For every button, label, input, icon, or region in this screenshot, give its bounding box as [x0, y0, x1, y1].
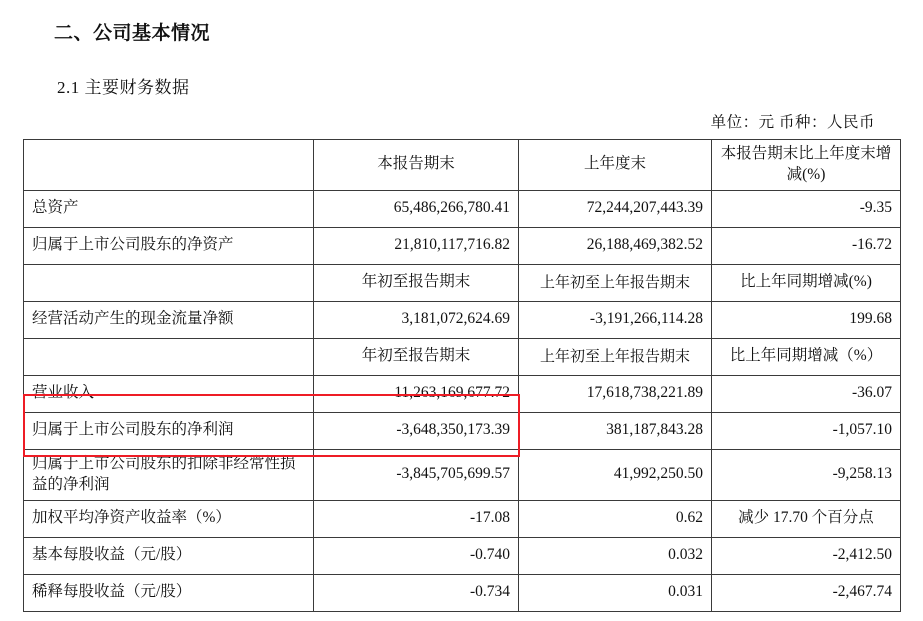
row-value-current: 3,181,072,624.69 — [314, 301, 519, 338]
row-value-current: -17.08 — [314, 500, 519, 537]
row-label: 基本每股收益（元/股） — [24, 537, 314, 574]
row-label: 经营活动产生的现金流量净额 — [24, 301, 314, 338]
row-value-change: -9,258.13 — [712, 449, 901, 500]
table-row — [24, 537, 901, 574]
table-row — [24, 227, 901, 264]
row-value-change: 减少 17.70 个百分点 — [712, 500, 901, 537]
table-row — [24, 500, 901, 537]
row-value-change: -1,057.10 — [712, 412, 901, 449]
row-value-current: -0.740 — [314, 537, 519, 574]
subheader-cell-empty — [24, 264, 314, 301]
subheader-cell-yoy-change: 比上年同期增减(%) — [712, 264, 901, 301]
row-label: 稀释每股收益（元/股） — [24, 574, 314, 611]
row-label: 总资产 — [24, 190, 314, 227]
subheader-cell-prior-ytd: 上年初至上年报告期末 — [519, 264, 712, 301]
subheader-cell-yoy-change: 比上年同期增减（%） — [712, 338, 901, 375]
row-label: 归属于上市公司股东的净利润 — [24, 412, 314, 449]
row-value-change: -2,467.74 — [712, 574, 901, 611]
row-value-change: -9.35 — [712, 190, 901, 227]
row-label: 归属于上市公司股东的净资产 — [24, 227, 314, 264]
row-label: 营业收入 — [24, 375, 314, 412]
row-value-current: -0.734 — [314, 574, 519, 611]
row-label: 归属于上市公司股东的扣除非经常性损益的净利润 — [24, 449, 314, 500]
table-row — [24, 190, 901, 227]
financial-data-table — [23, 139, 901, 612]
table-subheader-row-income — [24, 338, 901, 375]
unit-currency-note: 单位：元 币种：人民币 — [710, 114, 875, 131]
row-value-prior: 381,187,843.28 — [519, 412, 712, 449]
table-subheader-row-cashflow — [24, 264, 901, 301]
row-value-prior: 0.031 — [519, 574, 712, 611]
row-value-prior: 72,244,207,443.39 — [519, 190, 712, 227]
table-header-row — [24, 140, 901, 191]
subheader-cell-empty — [24, 338, 314, 375]
row-value-current: -3,648,350,173.39 — [314, 412, 519, 449]
row-value-current: 65,486,266,780.41 — [314, 190, 519, 227]
row-value-current: 11,263,169,677.72 — [314, 375, 519, 412]
row-value-change: 199.68 — [712, 301, 901, 338]
subheader-cell-ytd: 年初至报告期末 — [314, 338, 519, 375]
row-value-prior: 0.62 — [519, 500, 712, 537]
subsection-title: 2.1 主要财务数据 — [57, 78, 190, 97]
row-value-current: 21,810,117,716.82 — [314, 227, 519, 264]
row-value-change: -16.72 — [712, 227, 901, 264]
page-title: 二、公司基本情况 — [54, 23, 211, 44]
row-value-current: -3,845,705,699.57 — [314, 449, 519, 500]
subheader-cell-prior-ytd: 上年初至上年报告期末 — [519, 338, 712, 375]
row-value-prior: 17,618,738,221.89 — [519, 375, 712, 412]
row-value-change: -36.07 — [712, 375, 901, 412]
table-row-revenue — [24, 375, 901, 412]
row-value-prior: -3,191,266,114.28 — [519, 301, 712, 338]
row-value-change: -2,412.50 — [712, 537, 901, 574]
table-row-net-profit — [24, 412, 901, 449]
row-value-prior: 26,188,469,382.52 — [519, 227, 712, 264]
header-cell-empty — [24, 140, 314, 191]
table-row — [24, 574, 901, 611]
subheader-cell-ytd: 年初至报告期末 — [314, 264, 519, 301]
header-cell-change-pct: 本报告期末比上年度末增减(%) — [712, 140, 901, 191]
row-label: 加权平均净资产收益率（%） — [24, 500, 314, 537]
table-row — [24, 449, 901, 500]
header-cell-prior-year-end: 上年度末 — [519, 140, 712, 191]
row-value-prior: 41,992,250.50 — [519, 449, 712, 500]
table-row — [24, 301, 901, 338]
header-cell-period-end: 本报告期末 — [314, 140, 519, 191]
row-value-prior: 0.032 — [519, 537, 712, 574]
